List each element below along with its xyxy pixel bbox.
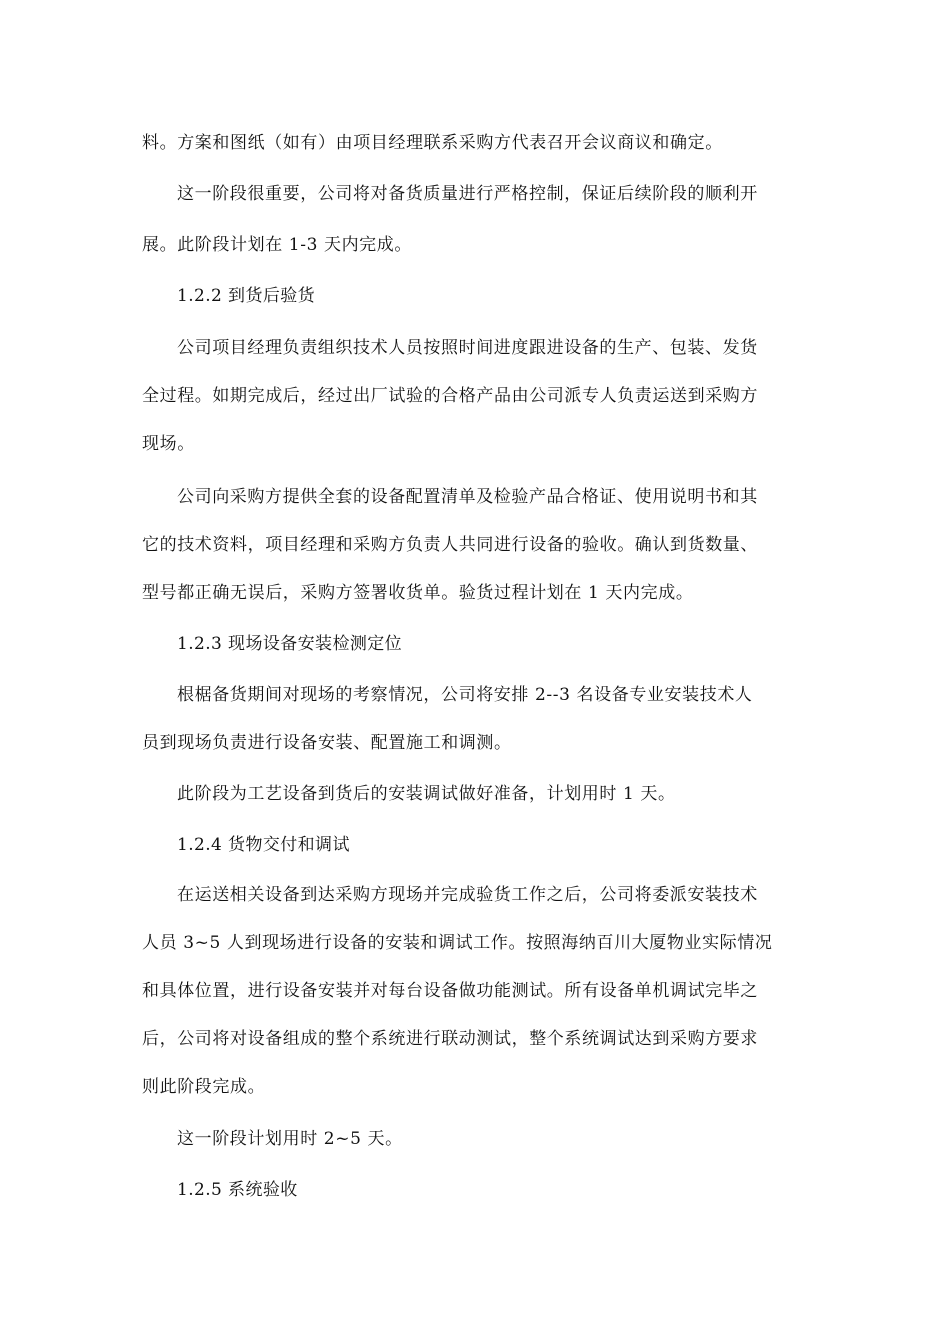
paragraph-line: 料。方案和图纸（如有）由项目经理联系采购方代表召开会议商议和确定。: [142, 133, 723, 153]
paragraph-line: 型号都正确无误后，采购方签署收货单。验货过程计划在 1 天内完成。: [142, 583, 694, 603]
paragraph-line: 根椐备货期间对现场的考察情况，公司将安排 2--3 名设备专业安装技术人: [177, 685, 753, 705]
paragraph-line: 公司向采购方提供全套的设备配置清单及检验产品合格证、使用说明书和其: [177, 487, 758, 507]
paragraph-line: 它的技术资料，项目经理和采购方负责人共同进行设备的验收。确认到货数量、: [142, 535, 758, 555]
paragraph-line: 这一阶段很重要，公司将对备货质量进行严格控制，保证后续阶段的顺利开: [177, 184, 758, 204]
paragraph-line: 员到现场负责进行设备安装、配置施工和调测。: [142, 733, 512, 753]
paragraph-line: 此阶段为工艺设备到货后的安装调试做好准备，计划用时 1 天。: [177, 784, 676, 804]
section-heading-1-2-4: 1.2.4 货物交付和调试: [177, 835, 350, 855]
paragraph-line: 展。此阶段计划在 1-3 天内完成。: [142, 235, 412, 255]
paragraph-line: 则此阶段完成。: [142, 1077, 266, 1097]
paragraph-line: 后，公司将对设备组成的整个系统进行联动测试，整个系统调试达到采购方要求: [142, 1029, 758, 1049]
paragraph-line: 全过程。如期完成后，经过出厂试验的合格产品由公司派专人负责运送到采购方: [142, 386, 758, 406]
paragraph-line: 在运送相关设备到达采购方现场并完成验货工作之后，公司将委派安装技术: [177, 885, 758, 905]
paragraph-line: 公司项目经理负责组织技术人员按照时间进度跟进设备的生产、包装、发货: [177, 338, 758, 358]
paragraph-line: 人员 3~5 人到现场进行设备的安装和调试工作。按照海纳百川大厦物业实际情况: [142, 933, 773, 953]
section-heading-1-2-3: 1.2.3 现场设备安装检测定位: [177, 634, 403, 654]
section-heading-1-2-5: 1.2.5 系统验收: [177, 1180, 298, 1200]
paragraph-line: 这一阶段计划用时 2~5 天。: [177, 1129, 403, 1149]
paragraph-line: 现场。: [142, 434, 195, 454]
section-heading-1-2-2: 1.2.2 到货后验货: [177, 286, 316, 306]
paragraph-line: 和具体位置，进行设备安装并对每台设备做功能测试。所有设备单机调试完毕之: [142, 981, 758, 1001]
